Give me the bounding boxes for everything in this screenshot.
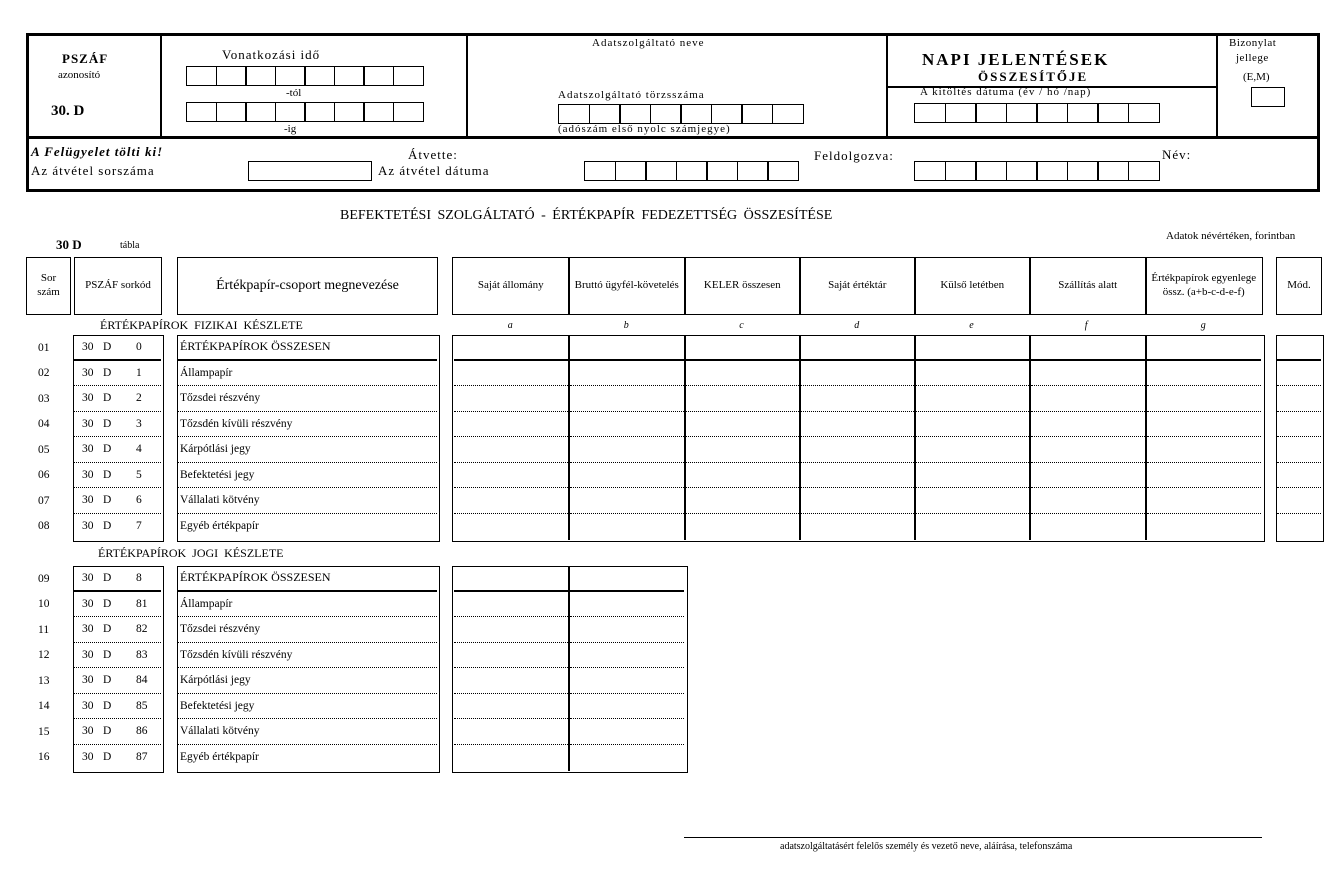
table-row [0,719,1344,745]
sorkod-part-1: 30 [82,520,94,533]
row-number: 15 [38,725,50,738]
sorkod-cell [74,745,161,771]
sorkod-cell [74,617,161,643]
sorkod-cell [74,592,161,618]
table-row [0,361,1344,387]
header-sep-2 [466,33,468,138]
data-cell-e[interactable] [916,463,1030,489]
row-number: 06 [38,469,50,482]
sorkod-part-2: D [103,468,112,481]
data-cell-a[interactable] [454,437,569,463]
receipt-no-label: Az átvétel sorszáma [31,163,155,178]
data-cell-b[interactable] [570,361,685,387]
data-cell-a[interactable] [454,386,569,412]
data-cell-f[interactable] [1031,488,1146,514]
section1-title: ÉRTÉKPAPÍROK FIZIKAI KÉSZLETE [100,318,303,332]
row-name: Kárpótlási jegy [178,437,437,463]
col-letter-f: f [1084,320,1088,331]
received-by-label: Átvette: [408,147,458,162]
sorkod-part-1: 30 [82,623,94,636]
pszaf-sub-label: azonosító [58,69,101,81]
table-row [0,488,1344,514]
supervision-title: A Felügyelet tölti ki! [31,144,164,159]
row-name: Befektetési jegy [178,463,437,489]
sorkod-part-2: D [103,648,112,661]
sorkod-cell [74,412,161,438]
data-cell-e[interactable] [916,437,1030,463]
data-cell-a[interactable] [454,361,569,387]
mod-cell[interactable] [1277,412,1321,438]
data-cell-e[interactable] [916,335,1030,361]
sorkod-cell [74,488,161,514]
data-cell-b[interactable] [570,617,685,643]
data-cell-b[interactable] [570,643,685,669]
sorkod-part-2: D [103,520,112,533]
data-cell-g[interactable] [1147,361,1262,387]
sorkod-part-3: 86 [136,725,148,738]
col-header-e: Külső letétben [914,257,1031,315]
nature-input-box[interactable] [1251,87,1285,107]
row-number: 03 [38,392,50,405]
data-cell-b[interactable] [570,514,685,540]
processed-date-cells[interactable] [914,161,1158,181]
table-row [0,463,1344,489]
sorkod-part-2: D [103,366,112,379]
ref-period-to-cells[interactable] [186,102,422,122]
col-header-sorkod: PSZÁF sorkód [74,257,162,315]
sorkod-part-1: 30 [82,751,94,764]
data-cell-b[interactable] [570,592,685,618]
table-row [0,668,1344,694]
sorkod-cell [74,719,161,745]
col-header-sor: Sor szám [26,257,71,315]
sorkod-cell [74,386,161,412]
row-number: 05 [38,443,50,456]
row-number: 09 [38,572,50,585]
sorkod-cell [74,361,161,387]
sorkod-cell [74,694,161,720]
row-name: Befektetési jegy [178,694,437,720]
row-name: Állampapír [178,592,437,618]
row-number: 02 [38,367,50,380]
data-cell-f[interactable] [1031,412,1146,438]
data-cell-e[interactable] [916,412,1030,438]
row-name: Egyéb értékpapír [180,520,259,533]
data-cell-a[interactable] [454,668,569,694]
nature-label-1: Bizonylat [1229,37,1277,49]
data-cell-a[interactable] [454,335,569,361]
sorkod-part-2: D [103,674,112,687]
data-cell-b[interactable] [570,437,685,463]
mod-cell[interactable] [1277,437,1321,463]
sorkod-part-2: D [103,494,112,507]
data-cell-d[interactable] [801,335,915,361]
table-row [0,437,1344,463]
header-divider [26,136,1320,139]
data-cell-f[interactable] [1031,386,1146,412]
sorkod-part-3: 5 [136,468,142,481]
sorkod-part-3: 3 [136,417,142,430]
sorkod-part-3: 4 [136,443,142,456]
data-cell-g[interactable] [1147,514,1262,540]
data-cell-a[interactable] [454,412,569,438]
data-cell-g[interactable] [1147,412,1262,438]
sorkod-part-2: D [103,725,112,738]
section2-title: ÉRTÉKPAPÍROK JOGI KÉSZLETE [98,546,284,560]
report-subtitle: ÖSSZESÍTŐJE [978,69,1089,84]
table-row [0,412,1344,438]
data-cell-d[interactable] [801,437,915,463]
data-cell-d[interactable] [801,463,915,489]
mod-cell[interactable] [1277,463,1321,489]
mod-cell[interactable] [1277,361,1321,387]
sorkod-part-1: 30 [82,597,94,610]
sorkod-part-1: 30 [82,494,94,507]
provider-reg-label: Adatszolgáltató törzsszáma [558,89,705,101]
row-number: 16 [38,751,50,764]
units-note: Adatok névértéken, forintban [1166,230,1296,242]
row-number: 07 [38,494,50,507]
data-cell-a[interactable] [454,514,569,540]
row-number: 14 [38,700,50,713]
data-cell-e[interactable] [916,386,1030,412]
receipt-no-box[interactable] [248,161,372,181]
sorkod-part-2: D [103,751,112,764]
table-row [0,617,1344,643]
table-row [0,566,1344,592]
data-cell-a[interactable] [454,463,569,489]
sorkod-part-1: 30 [82,699,94,712]
col-header-a: Saját állomány [452,257,570,315]
data-cell-c[interactable] [686,361,800,387]
sorkod-part-2: D [103,597,112,610]
table-row [0,386,1344,412]
data-cell-b[interactable] [570,668,685,694]
row-number: 08 [38,520,50,533]
sorkod-part-2: D [103,443,112,456]
col-letter-a: a [507,320,513,331]
from-suffix: -tól [286,87,302,99]
data-cell-b[interactable] [570,463,685,489]
col-letter-g: g [1200,320,1206,331]
data-cell-b[interactable] [570,386,685,412]
data-cell-f[interactable] [1031,361,1146,387]
row-name: Tőzsdei részvény [178,617,437,643]
data-cell-b[interactable] [570,719,685,745]
row-name: Vállalati kötvény [178,719,437,745]
report-title: NAPI JELENTÉSEK [922,50,1110,69]
provider-reg-note: (adószám első nyolc számjegye) [558,123,731,135]
data-cell-b[interactable] [570,694,685,720]
data-cell-f[interactable] [1031,335,1146,361]
data-cell-a[interactable] [454,694,569,720]
data-cell-d[interactable] [801,361,915,387]
mod-cell[interactable] [1277,514,1321,540]
data-cell-b[interactable] [570,335,685,361]
nature-label-2: jellege [1236,52,1269,64]
sorkod-part-1: 30 [82,648,94,661]
row-name: Tőzsdei részvény [178,386,437,412]
sorkod-part-1: 30 [82,340,94,353]
form-code: 30. D [51,103,85,119]
col-letter-c: c [739,320,744,331]
data-cell-g[interactable] [1147,386,1262,412]
data-cell-d[interactable] [801,514,915,540]
sorkod-part-1: 30 [82,392,94,405]
data-cell-a[interactable] [454,643,569,669]
data-cell-d[interactable] [801,386,915,412]
sorkod-cell [74,335,161,361]
col-header-mod: Mód. [1276,257,1322,315]
row-name: Egyéb értékpapír [180,751,259,764]
col-header-c: KELER összesen [684,257,801,315]
sorkod-part-1: 30 [82,725,94,738]
table-word: tábla [120,240,140,251]
row-name: Tőzsdén kívüli részvény [178,412,437,438]
name-label: Név: [1162,147,1192,162]
data-cell-a[interactable] [454,592,569,618]
sorkod-part-1: 30 [82,468,94,481]
col-header-f: Szállítás alatt [1029,257,1147,315]
pszaf-label: PSZÁF [62,51,109,66]
data-cell-f[interactable] [1031,437,1146,463]
row-name: Állampapír [178,361,437,387]
data-cell-d[interactable] [801,488,915,514]
processed-label: Feldolgozva: [814,148,894,163]
data-cell-g[interactable] [1147,437,1262,463]
sorkod-part-3: 83 [136,648,148,661]
data-cell-e[interactable] [916,361,1030,387]
col-header-g: Értékpapírok egyenlege össz. (a+b-c-d-e-f) [1145,257,1263,315]
ref-period-label: Vonatkozási idő [222,47,321,62]
provider-reg-cells[interactable] [558,104,802,124]
sorkod-part-1: 30 [82,571,94,584]
table-row [0,745,1344,771]
ref-period-from-cells[interactable] [186,66,422,86]
data-cell-b[interactable] [570,566,685,592]
table-row [0,643,1344,669]
provider-name-label: Adatszolgáltató neve [592,37,705,49]
data-cell-c[interactable] [686,488,800,514]
data-cell-c[interactable] [686,412,800,438]
mod-cell[interactable] [1277,488,1321,514]
row-number: 10 [38,598,50,611]
col-header-d: Saját értéktár [799,257,916,315]
receipt-date-cells[interactable] [584,161,798,181]
sorkod-cell [74,437,161,463]
row-name: ÉRTÉKPAPÍROK ÖSSZESEN [178,566,437,592]
fill-date-cells[interactable] [914,103,1158,123]
receipt-date-label: Az átvétel dátuma [378,163,490,178]
row-number: 12 [38,649,50,662]
sorkod-part-1: 30 [82,417,94,430]
col-letter-b: b [623,320,629,331]
sorkod-cell [74,463,161,489]
to-suffix: -ig [284,123,297,135]
data-cell-c[interactable] [686,386,800,412]
row-name: Kárpótlási jegy [178,668,437,694]
data-cell-a[interactable] [454,566,569,592]
table-row [0,694,1344,720]
table-code: 30 D [56,237,82,252]
row-name: Tőzsdén kívüli részvény [178,643,437,669]
data-cell-d[interactable] [801,412,915,438]
data-cell-a[interactable] [454,488,569,514]
sorkod-part-3: 7 [136,520,142,533]
col-letter-e: e [969,320,974,331]
data-cell-b[interactable] [570,412,685,438]
data-cell-b[interactable] [570,745,685,771]
sorkod-part-1: 30 [82,443,94,456]
data-cell-c[interactable] [686,463,800,489]
data-cell-a[interactable] [454,745,569,771]
sorkod-cell [74,643,161,669]
table-row [0,514,1344,540]
sorkod-part-2: D [103,623,112,636]
data-cell-c[interactable] [686,335,800,361]
sorkod-part-3: 82 [136,623,148,636]
sorkod-part-2: D [103,571,112,584]
sorkod-part-2: D [103,417,112,430]
data-cell-e[interactable] [916,514,1030,540]
sorkod-part-3: 2 [136,392,142,405]
sorkod-part-3: 1 [136,366,142,379]
row-name: Vállalati kötvény [178,488,437,514]
data-cell-c[interactable] [686,514,800,540]
row-number: 04 [38,418,50,431]
data-cell-g[interactable] [1147,335,1262,361]
col-letter-d: d [854,320,860,331]
sorkod-cell [74,668,161,694]
sorkod-cell [74,566,161,592]
row-number: 01 [38,341,50,354]
data-cell-a[interactable] [454,719,569,745]
sorkod-part-3: 81 [136,597,148,610]
data-cell-b[interactable] [570,488,685,514]
signature-line[interactable] [684,837,1262,838]
mod-cell[interactable] [1277,335,1321,361]
table-row [0,592,1344,618]
col-header-name: Értékpapír-csoport megnevezése [177,257,438,315]
fill-date-label: A kitöltés dátuma (év / hó /nap) [920,86,1092,98]
data-cell-f[interactable] [1031,463,1146,489]
sorkod-part-3: 6 [136,494,142,507]
sorkod-part-3: 0 [136,340,142,353]
data-cell-g[interactable] [1147,463,1262,489]
data-cell-c[interactable] [686,437,800,463]
data-cell-f[interactable] [1031,514,1146,540]
header-sep-1 [160,33,162,138]
data-cell-e[interactable] [916,488,1030,514]
sorkod-part-3: 87 [136,751,148,764]
sorkod-part-2: D [103,392,112,405]
row-number: 11 [38,623,50,636]
sorkod-part-3: 84 [136,674,148,687]
row-number: 13 [38,674,50,687]
data-cell-g[interactable] [1147,488,1262,514]
signature-label: adatszolgáltatásért felelős személy és vezető neve, aláírása, telefonszáma [780,841,1073,852]
sorkod-part-2: D [103,699,112,712]
col-header-b: Bruttó ügyfél-követelés [568,257,686,315]
row-name: ÉRTÉKPAPÍROK ÖSSZESEN [178,335,437,361]
nature-codes: (E,M) [1243,71,1270,83]
sorkod-part-3: 8 [136,571,142,584]
table-row [0,335,1344,361]
data-cell-a[interactable] [454,617,569,643]
sorkod-part-1: 30 [82,674,94,687]
sorkod-cell [74,514,161,540]
sorkod-part-3: 85 [136,699,148,712]
main-title: BEFEKTETÉSI SZOLGÁLTATÓ - ÉRTÉKPAPÍR FEDEZETTSÉG ÖSSZESÍTÉSE [340,208,833,223]
sorkod-part-1: 30 [82,366,94,379]
sorkod-part-2: D [103,340,112,353]
mod-cell[interactable] [1277,386,1321,412]
